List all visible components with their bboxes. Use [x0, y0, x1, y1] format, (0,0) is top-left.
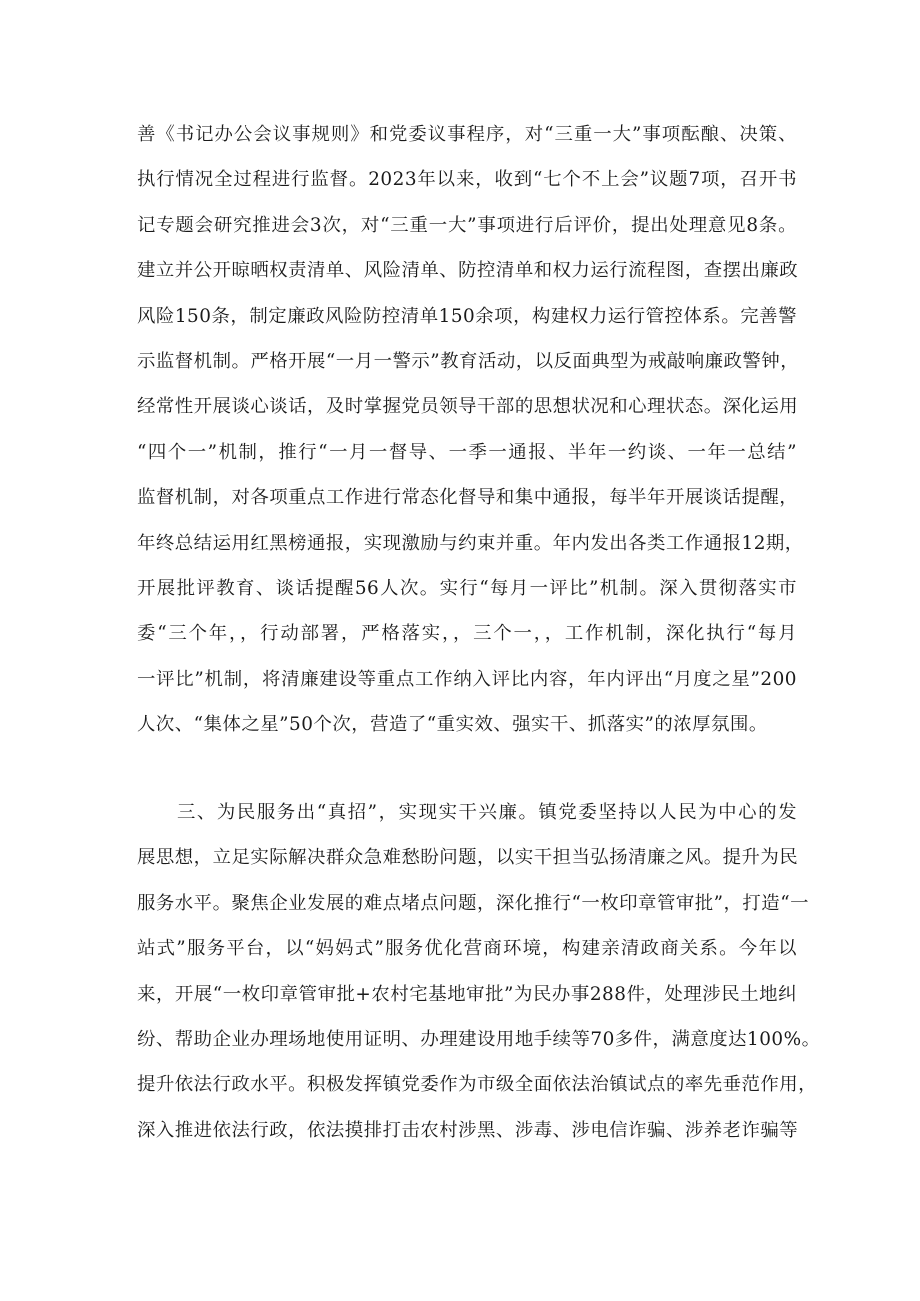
text-line: 深入推进依法行政，依法摸排打击农村涉黑、涉毒、涉电信诈骗、涉养老诈骗等	[137, 1119, 799, 1141]
text-line: 执行情况全过程进行监督。2023年以来，收到“七个不上会”议题7项，召开书	[137, 169, 797, 191]
paragraph-public-service	[137, 790, 821, 1153]
text-line: 纷、帮助企业办理场地使用证明、办理建设用地手续等70多件，满意度达100%。	[137, 1028, 821, 1050]
text-line: 来，开展“一枚印章管审批+农村宅基地审批”为民办事288件，处理涉民土地纠	[137, 983, 797, 1005]
text-line: 善《书记办公会议事规则》和党委议事程序，对“三重一大”事项酝酿、决策、	[137, 124, 797, 145]
text-line: 委“三个年，，行动部署，严格落实，，三个一，，工作机制，深化执行“每月	[137, 623, 797, 645]
text-line: 人次、“集体之星”50个次，营造了“重实效、强实干、抓落实”的浓厚氛围。	[137, 714, 768, 736]
text-line: 风险150条，制定廉政风险防控清单150余项，构建权力运行管控体系。完善警	[137, 305, 797, 327]
text-line: 提升依法行政水平。积极发挥镇党委作为市级全面依法治镇试点的率先垂范作用，	[137, 1074, 818, 1096]
text-line: 经常性开展谈心谈话，及时掌握党员领导干部的思想状况和心理状态。深化运用	[137, 396, 799, 418]
text-line: 开展批评教育、谈话提醒56人次。实行“每月一评比”机制。深入贯彻落实市	[137, 577, 797, 599]
text-line: 展思想，立足实际解决群众急难愁盼问题，以实干担当弘扬清廉之风。提升为民	[137, 847, 799, 869]
text-line: 年终总结运用红黑榜通报，实现激励与约束并重。年内发出各类工作通报12期，	[137, 532, 804, 554]
paragraph-supervision	[137, 112, 804, 747]
text-line: 记专题会研究推进会3次，对“三重一大”事项进行后评价，提出处理意见8条。	[137, 214, 797, 236]
text-line: 三、为民服务出“真招”，实现实干兴廉。镇党委坚持以人民为中心的发	[137, 802, 797, 823]
text-line: 站式”服务平台，以“妈妈式”服务优化营商环境，构建亲清政商关系。今年以	[137, 938, 797, 960]
text-line: 服务水平。聚焦企业发展的难点堵点问题，深化推行“一枚印章管审批”，打造“一	[137, 892, 809, 914]
text-line: 监督机制，对各项重点工作进行常态化督导和集中通报，每半年开展谈话提醒，	[137, 487, 799, 509]
text-line: “四个一”机制，推行“一月一督导、一季一通报、半年一约谈、一年一总结”	[137, 441, 797, 463]
text-line: 示监督机制。严格开展“一月一警示”教育活动，以反面典型为戒敲响廉政警钟，	[137, 350, 800, 372]
text-line: 一评比”机制，将清廉建设等重点工作纳入评比内容，年内评出“月度之星”200	[137, 668, 797, 690]
text-line: 建立并公开晾晒权责清单、风险清单、防控清单和权力运行流程图，查摆出廉政	[137, 260, 799, 282]
